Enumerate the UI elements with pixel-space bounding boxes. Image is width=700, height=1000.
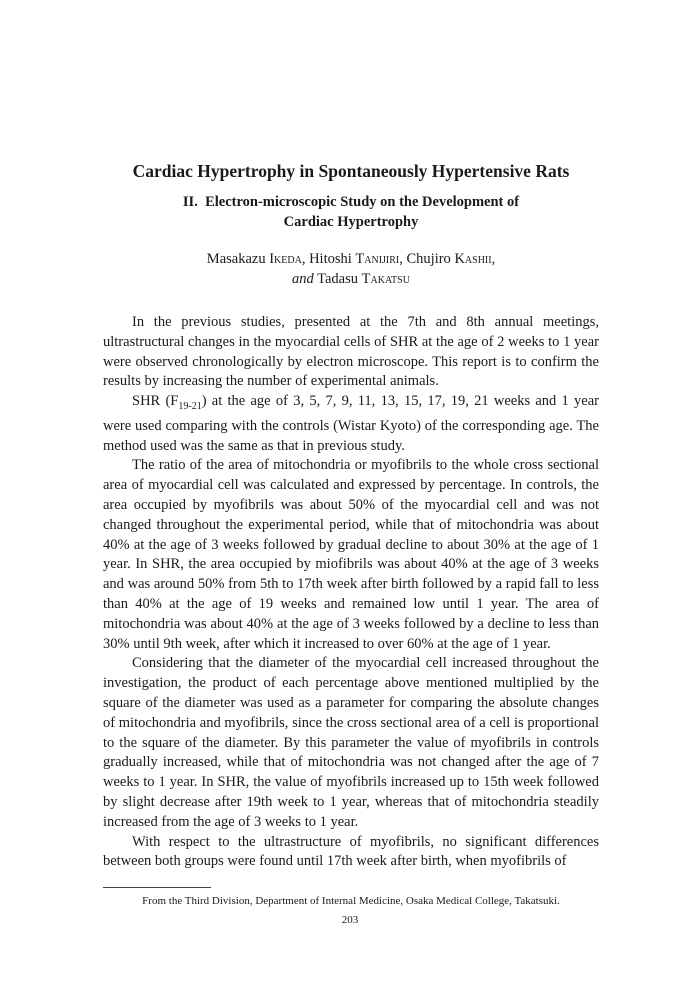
author-list — [103, 249, 599, 289]
author-line-1 — [103, 249, 599, 269]
paragraph-5: With respect to the ultrastructure of myofibrils, no significant differences between both groups were found until 17th week after birth, when myofibrils of — [103, 833, 599, 870]
author-3-family: Kashii — [454, 251, 492, 267]
affiliation-footnote: From the Third Division, Department of Internal Medicine, Osaka Medical College, Takatsuki. — [142, 895, 560, 907]
subtitle-line-2: Cardiac Hypertrophy — [283, 214, 419, 230]
author-2-family: Tanijiri — [355, 251, 400, 267]
article — [103, 158, 599, 872]
footnote-divider — [103, 887, 211, 888]
paragraph-4: Considering that the diameter of the myocardial cell increased throughout the investigation, the product of each percentage above mentioned multiplied by the square of the diameter was used as a parameter for comparing the absolute changes of mitochondria and myofibrils, since the cross sectional area of a cell is proportional to the square of the diameter. By this parameter the value of myofibrils in controls gradually increased, while that of mitochondria was not changed after the age of 7 weeks to 1 year. In SHR, the value of myofibrils increased up to 15th week followed by slight decrease after 19th week to 1 year, whereas that of mitochondria steadily increased from the age of 3 weeks to 1 year. — [103, 655, 599, 830]
author-separator: , — [491, 251, 496, 267]
paragraph-3: The ratio of the area of mitochondria or myofibrils to the whole cross sectional area of myocardial cell was calculated and expressed by percentage. In controls, the area occupied by myofibrils was about 50% of the myocardial cell and was not changed throughout the experimental period, while that of mitochondria was about 40% at the age of 3 weeks followed by gradual decline to about 30% at the age of 1 year. In SHR, the area occupied by miofibrils was about 40% at the age of 3 weeks and was around 50% from 5th to 17th week after birth followed by a rapid fall to less than 40% at the age of 19 weeks and remained low until 1 year. The area of mitochondria was about 40% at the age of 3 weeks followed by a decline to less than 30% until 9th week, after which it increased to over 60% at the age of 1 year. — [103, 457, 599, 652]
author-2-given: , Hitoshi — [301, 251, 356, 267]
article-title: Cardiac Hypertrophy in Spontaneously Hypertensive Rats — [132, 161, 570, 181]
author-4-family: Takatsu — [361, 271, 410, 287]
paragraph-2-start: SHR (F — [132, 393, 179, 410]
article-body — [103, 313, 599, 872]
page-number: 203 — [341, 914, 359, 926]
paragraph-1: In the previous studies, presented at the 7th and 8th annual meetings, ultrastructural changes in the myocardial cells of SHR at the age of 2 weeks to 1 year were observed chronologically by electron microscope. This report is to confirm the results by increasing the number of experimental animals. — [103, 314, 599, 390]
author-1-given: Masakazu — [206, 251, 270, 267]
subtitle-line-1 — [103, 192, 599, 212]
subtitle-text-1: Electron-microscopic Study on the Development of — [205, 194, 520, 210]
author-line-2 — [103, 269, 599, 289]
subtitle-numeral: II. — [182, 194, 198, 210]
author-1-family: Ikeda — [269, 251, 302, 267]
author-and: and — [292, 271, 314, 287]
paragraph-2-rest: ) at the age of 3, 5, 7, 9, 11, 13, 15, 17, 19, 21 weeks and 1 year were used comparing with the controls (Wistar Kyoto) of the corresponding age. The method used was the same as that in previous study. — [103, 393, 599, 454]
article-subtitle — [103, 192, 599, 232]
author-3-given: , Chujiro — [399, 251, 455, 267]
paragraph-2 — [103, 392, 599, 456]
generation-subscript: 19-21 — [178, 401, 202, 413]
author-4-given: Tadasu — [313, 271, 362, 287]
